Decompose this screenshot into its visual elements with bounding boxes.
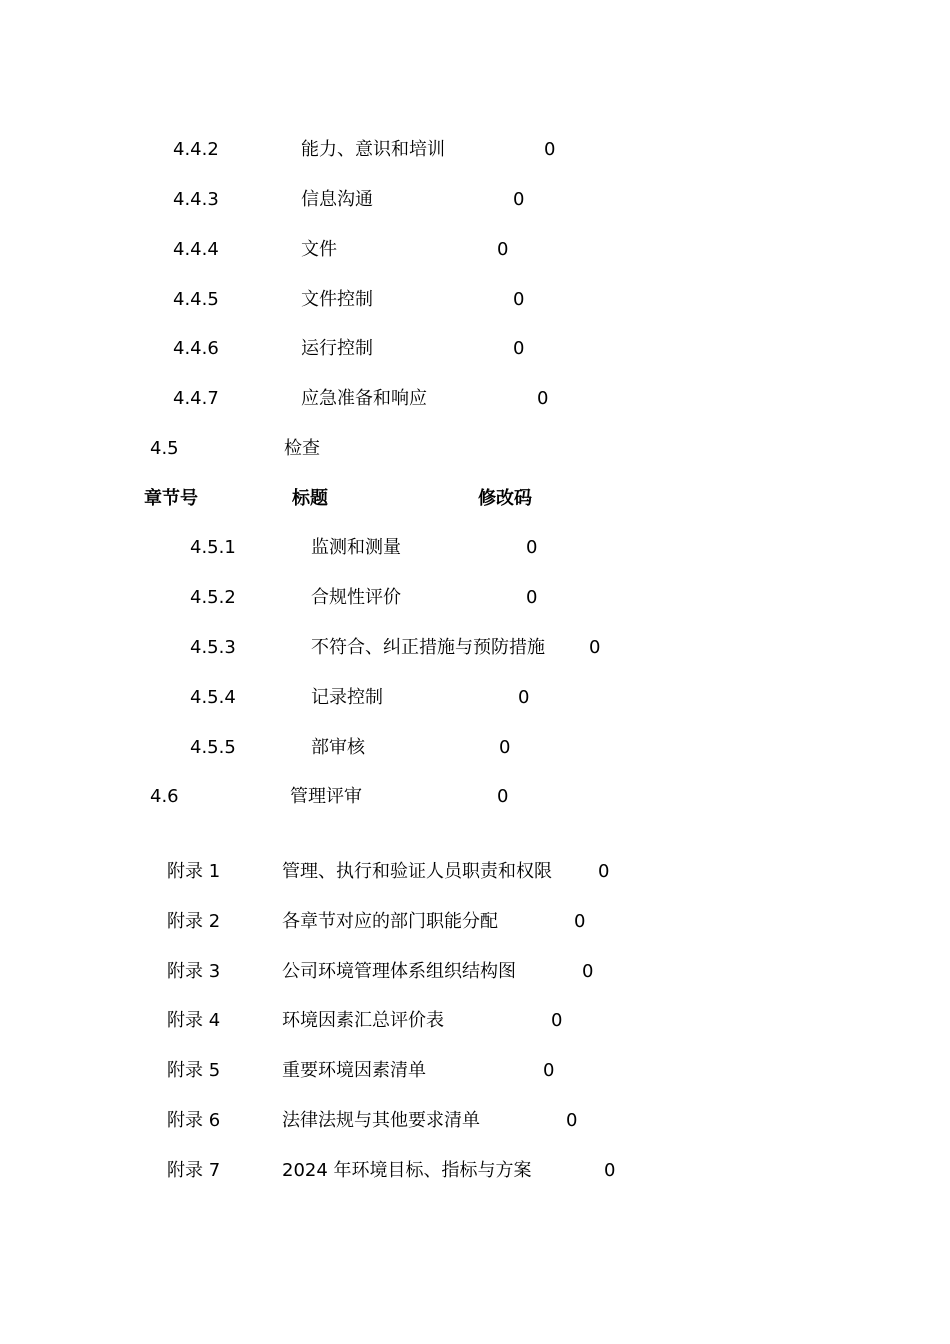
section-code-4-6: 4.6 [150,786,179,807]
toc-rev-4-4-7: 0 [537,388,549,409]
toc-title-4-4-6: 运行控制 [301,338,373,359]
appendix-code-1: 附录 1 [167,861,221,882]
toc-code-4-4-2: 4.4.2 [173,139,219,160]
appendix-title-6: 法律法规与其他要求清单 [282,1110,480,1131]
toc-title-4-4-2: 能力、意识和培训 [301,139,445,160]
toc-title-4-5-2: 合规性评价 [311,587,401,608]
toc-code-4-4-6: 4.4.6 [173,338,219,359]
toc-rev-4-4-6: 0 [513,338,525,359]
toc-rev-4-5-1: 0 [526,537,538,558]
appendix-title-2: 各章节对应的部门职能分配 [282,911,498,932]
appendix-code-4: 附录 4 [167,1010,221,1031]
appendix-rev-4: 0 [551,1010,563,1031]
appendix-code-7: 附录 7 [167,1160,221,1181]
section-title-4-5: 检查 [284,438,320,459]
header-revision: 修改码 [478,488,532,509]
toc-code-4-4-5: 4.4.5 [173,289,219,310]
appendix-rev-6: 0 [566,1110,578,1131]
toc-code-4-5-3: 4.5.3 [190,637,236,658]
toc-title-4-5-4: 记录控制 [311,687,383,708]
section-code-4-5: 4.5 [150,438,179,459]
toc-title-4-4-7: 应急准备和响应 [301,388,427,409]
header-chapter: 章节号 [144,488,198,509]
appendix-title-5: 重要环境因素清单 [282,1060,426,1081]
header-title: 标题 [292,488,328,509]
appendix-code-2: 附录 2 [167,911,221,932]
appendix-title-4: 环境因素汇总评价表 [282,1010,444,1031]
toc-rev-4-4-2: 0 [544,139,556,160]
appendix-title-3: 公司环境管理体系组织结构图 [282,961,516,982]
toc-code-4-5-4: 4.5.4 [190,687,236,708]
toc-rev-4-4-3: 0 [513,189,525,210]
toc-title-4-4-3: 信息沟通 [301,189,373,210]
appendix-title-7: 2024 年环境目标、指标与方案 [282,1160,532,1181]
toc-title-4-5-3: 不符合、纠正措施与预防措施 [311,637,545,658]
toc-rev-4-5-4: 0 [518,687,530,708]
appendix-rev-1: 0 [598,861,610,882]
section-rev-4-6: 0 [497,786,509,807]
appendix-title-1: 管理、执行和验证人员职责和权限 [282,861,552,882]
toc-rev-4-5-2: 0 [526,587,538,608]
toc-title-4-5-5: 部审核 [311,737,365,758]
appendix-rev-3: 0 [582,961,594,982]
toc-code-4-5-1: 4.5.1 [190,537,236,558]
appendix-code-5: 附录 5 [167,1060,221,1081]
toc-rev-4-4-5: 0 [513,289,525,310]
toc-title-4-4-4: 文件 [301,239,337,260]
toc-code-4-5-5: 4.5.5 [190,737,236,758]
toc-title-4-5-1: 监测和测量 [311,537,401,558]
appendix-code-6: 附录 6 [167,1110,221,1131]
appendix-rev-2: 0 [574,911,586,932]
toc-code-4-4-3: 4.4.3 [173,189,219,210]
appendix-code-3: 附录 3 [167,961,221,982]
toc-code-4-5-2: 4.5.2 [190,587,236,608]
toc-code-4-4-4: 4.4.4 [173,239,219,260]
appendix-rev-7: 0 [604,1160,616,1181]
toc-rev-4-5-5: 0 [499,737,511,758]
section-title-4-6: 管理评审 [290,786,362,807]
toc-title-4-4-5: 文件控制 [301,289,373,310]
toc-rev-4-4-4: 0 [497,239,509,260]
toc-rev-4-5-3: 0 [589,637,601,658]
toc-code-4-4-7: 4.4.7 [173,388,219,409]
appendix-rev-5: 0 [543,1060,555,1081]
